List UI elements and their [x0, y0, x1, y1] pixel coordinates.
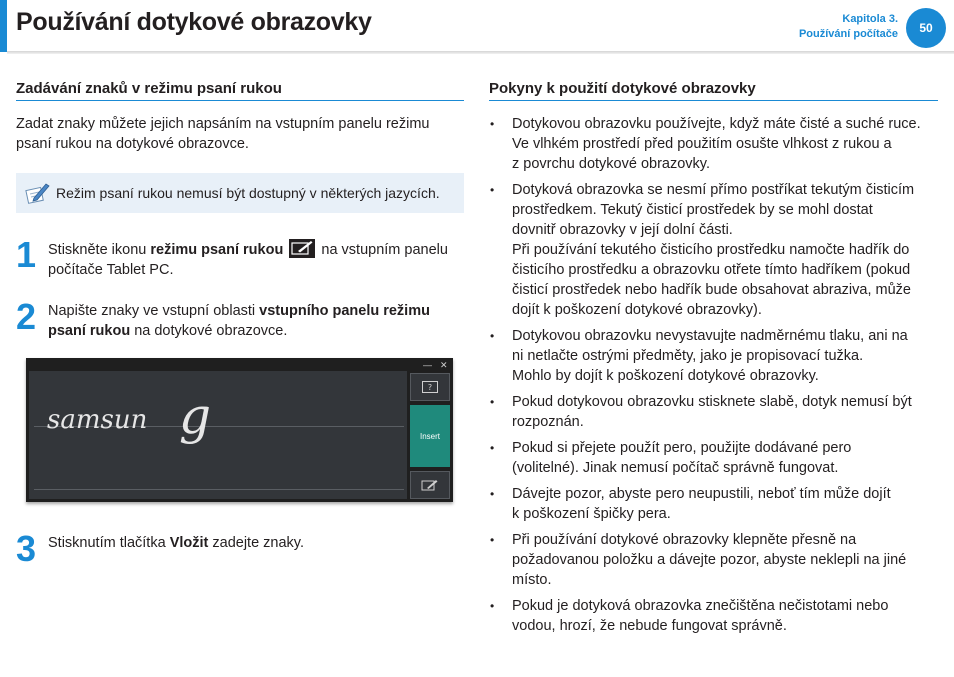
step-3-bold: Vložit	[169, 535, 209, 551]
step-1-bold: režimu psaní rukou	[150, 242, 284, 258]
step-1-text-a: Stiskněte ikonu	[48, 242, 151, 258]
close-icon[interactable]: ✕	[440, 360, 448, 370]
intro-line-1: Zadat znaky můžete jejich napsáním na vstupním panelu režimu	[16, 116, 430, 132]
pen-icon	[421, 478, 439, 492]
chapter-title: Používání počítače	[798, 28, 898, 40]
writing-area[interactable]	[29, 371, 407, 499]
guideline-line: Mohlo by dojít k poškození dotykové obrazovky.	[512, 368, 819, 384]
step-number: 1	[16, 234, 37, 275]
guideline-line: • Při používání dotykové obrazovky klepněte přesně na	[512, 532, 857, 548]
guideline-line: z povrchu dotykové obrazovky.	[512, 156, 710, 172]
guidelines-list	[489, 114, 938, 642]
handwriting-text: samsun	[47, 405, 148, 435]
handwriting-glyph: g	[179, 387, 212, 445]
step-3-text-a: Stisknutím tlačítka	[48, 535, 170, 551]
left-section-heading: Zadávání znaků v režimu psaní rukou	[16, 80, 464, 101]
step-1-line-2: počítače Tablet PC.	[48, 262, 174, 278]
header-divider	[7, 51, 954, 54]
guideline-line: rozpoznán.	[512, 414, 584, 430]
guideline-line: požadovanou položku a dávejte pozor, abyste neklepli na jiné	[512, 552, 907, 568]
guideline-item	[489, 484, 938, 524]
handwriting-mode-button[interactable]	[410, 471, 450, 499]
page-title: Používání dotykové obrazovky	[16, 8, 372, 36]
step-2-text-a: Napište znaky ve vstupní oblasti	[48, 303, 260, 319]
step-number: 2	[16, 296, 37, 337]
guideline-line: čisticí prostředek nebo hadřík bude obsahovat abraziva, může	[512, 282, 911, 298]
step-2-bold-b: psaní rukou	[48, 323, 131, 339]
guideline-line: prostředkem. Tekutý čisticí prostředek by se mohl dostat	[512, 202, 873, 218]
guideline-line: • Pokud si přejete použít pero, použijte dodávané pero	[512, 440, 852, 456]
chapter-label	[799, 12, 898, 42]
guideline-item	[489, 180, 938, 320]
guideline-line: • Dotykovou obrazovku nevystavujte nadměrnému tlaku, ani na	[512, 328, 908, 344]
step-2-text-b: na dotykové obrazovce.	[130, 323, 288, 339]
header-accent-bar	[0, 0, 7, 52]
handwriting-mode-icon	[289, 239, 315, 258]
step-1-text-b: na vstupním panelu	[317, 242, 448, 258]
intro-paragraph	[16, 114, 464, 154]
handwriting-input-panel	[26, 358, 453, 502]
guideline-item	[489, 438, 938, 478]
guideline-line: • Dotykovou obrazovku používejte, když máte čisté a suché ruce.	[512, 116, 921, 132]
step-3-text-b: zadejte znaky.	[208, 535, 305, 551]
help-button[interactable]	[410, 373, 450, 401]
intro-line-2: psaní rukou na dotykové obrazovce.	[16, 136, 249, 152]
guideline-item	[489, 114, 938, 174]
guideline-line: k poškození špičky pera.	[512, 506, 671, 522]
step-2-text	[48, 301, 466, 341]
guideline-line: Ve vlhkém prostředí před použitím osušte vlhkost z rukou a	[512, 136, 892, 152]
help-icon	[422, 381, 438, 393]
guideline-item	[489, 392, 938, 432]
right-section-heading: Pokyny k použití dotykové obrazovky	[489, 80, 938, 101]
guideline-line: místo.	[512, 572, 552, 588]
insert-button[interactable]: Insert	[410, 405, 450, 467]
step-2-bold-a: vstupního panelu režimu	[259, 303, 430, 319]
guideline-line: • Dotyková obrazovka se nesmí přímo postříkat tekutým čisticím	[512, 182, 915, 198]
guideline-line: dovnitř obrazovky v její dolní části.	[512, 222, 733, 238]
guideline-line: • Dávejte pozor, abyste pero neupustili, neboť tím může dojít	[512, 486, 891, 502]
guideline-line: čisticího prostředku a obrazovku otřete tímto hadříkem (pokud	[512, 262, 911, 278]
guideline-line: Při používání tekutého čisticího prostředku namočte hadřík do	[512, 242, 910, 258]
guideline-line: (volitelné). Jinak nemusí počítač správně fungovat.	[512, 460, 839, 476]
step-number: 3	[16, 528, 37, 569]
guideline-line: • Pokud dotykovou obrazovku stisknete slabě, dotyk nemusí být	[512, 394, 912, 410]
page-number-badge: 50	[906, 8, 946, 48]
note-text: Režim psaní rukou nemusí být dostupný v některých jazycích.	[56, 185, 440, 201]
guideline-item	[489, 326, 938, 386]
minimize-icon[interactable]: —	[423, 360, 432, 370]
step-1-text	[48, 239, 466, 280]
note-box	[16, 173, 464, 213]
step-3-text	[48, 533, 466, 553]
guideline-line: • Pokud je dotyková obrazovka znečištěna nečistotami nebo	[512, 598, 889, 614]
guideline-line: vodou, hrozí, že nebude fungovat správně.	[512, 618, 787, 634]
guideline-item	[489, 530, 938, 590]
chapter-number: Kapitola 3.	[842, 13, 898, 25]
help-label: ?	[427, 383, 433, 392]
note-pencil-icon	[24, 180, 50, 206]
guideline-line: dojít k poškození dotykové obrazovky).	[512, 302, 762, 318]
handwriting-strokes	[29, 371, 407, 499]
guideline-line: ni netlačte ostrými předměty, jako je propisovací tužka.	[512, 348, 864, 364]
guideline-item	[489, 596, 938, 636]
